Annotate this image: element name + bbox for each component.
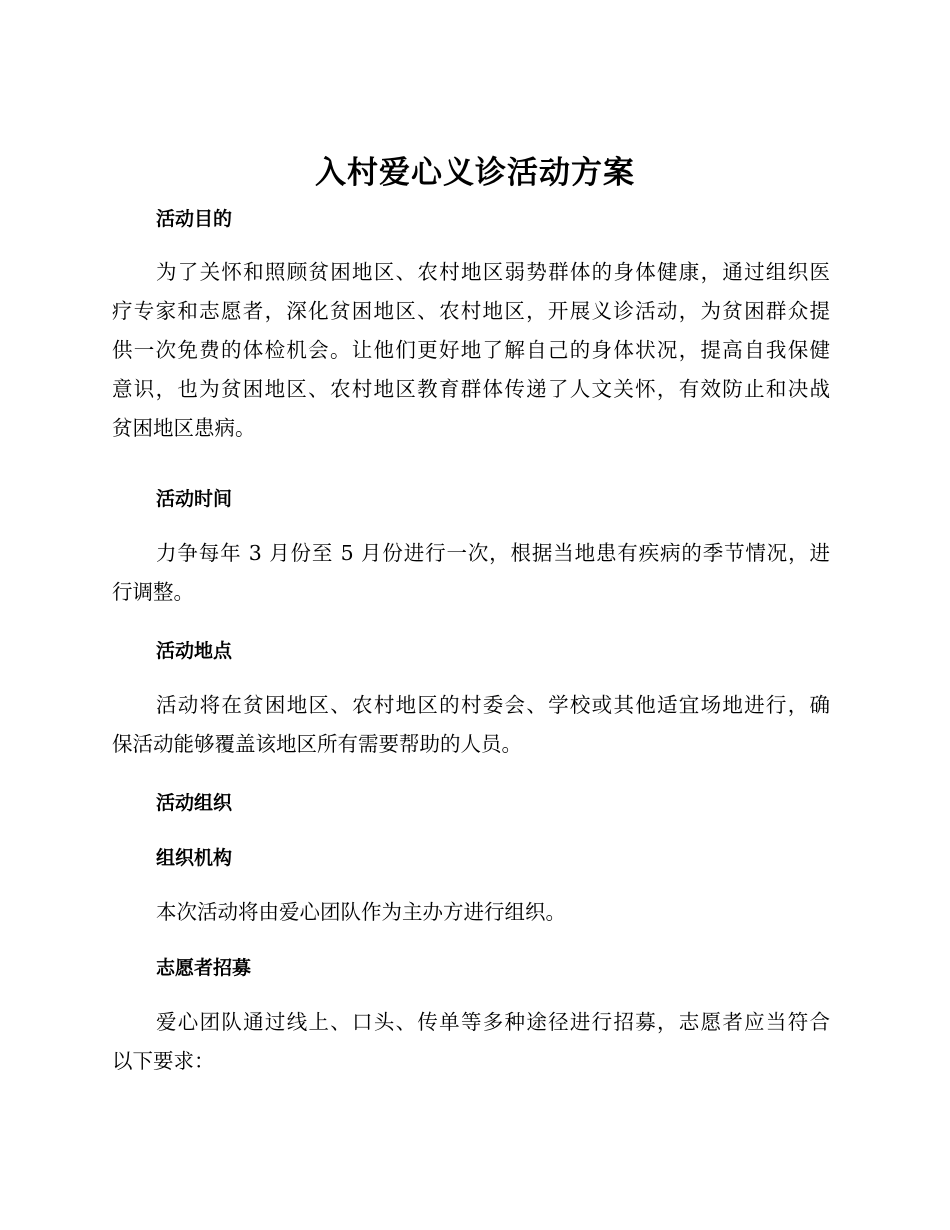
paragraph-line: 供一次免费的体检机会。让他们更好地了解自己的身体状况，提高自我保健 <box>112 338 830 362</box>
paragraph-line: 疗专家和志愿者，深化贫困地区、农村地区，开展义诊活动，为贫困群众提 <box>112 299 830 323</box>
paragraph-line: 力争每年 3 月份至 5 月份进行一次，根据当地患有疾病的季节情况，进 <box>156 541 830 565</box>
paragraph-line: 以下要求： <box>112 1049 215 1073</box>
section-paragraph-volunteer-recruitment <box>112 1003 830 1081</box>
section-heading-purpose: 活动目的 <box>156 208 233 230</box>
paragraph-line: 为了关怀和照顾贫困地区、农村地区弱势群体的身体健康，通过组织医 <box>156 260 830 284</box>
section-paragraph-time <box>112 534 830 612</box>
paragraph-line: 本次活动将由爱心团队作为主办方进行组织。 <box>156 900 566 924</box>
paragraph-line: 贫困地区患病。 <box>112 416 256 440</box>
paragraph-line: 活动将在贫困地区、农村地区的村委会、学校或其他适宜场地进行，确 <box>156 693 830 717</box>
section-paragraph-purpose <box>112 253 830 448</box>
section-paragraph-location <box>112 686 830 764</box>
paragraph-line: 保活动能够覆盖该地区所有需要帮助的人员。 <box>112 732 522 756</box>
section-heading-location: 活动地点 <box>156 640 233 662</box>
section-heading-volunteer-recruitment: 志愿者招募 <box>156 957 252 979</box>
paragraph-line: 行调整。 <box>112 580 194 604</box>
paragraph-line: 意识，也为贫困地区、农村地区教育群体传递了人文关怀，有效防止和决战 <box>112 377 830 401</box>
section-heading-organizer: 组织机构 <box>156 847 233 869</box>
section-heading-time: 活动时间 <box>156 488 233 510</box>
section-heading-organization: 活动组织 <box>156 792 233 814</box>
paragraph-line: 爱心团队通过线上、口头、传单等多种途径进行招募，志愿者应当符合 <box>156 1010 830 1034</box>
document-title: 入村爱心义诊活动方案 <box>315 155 635 191</box>
section-paragraph-organizer <box>112 893 830 932</box>
